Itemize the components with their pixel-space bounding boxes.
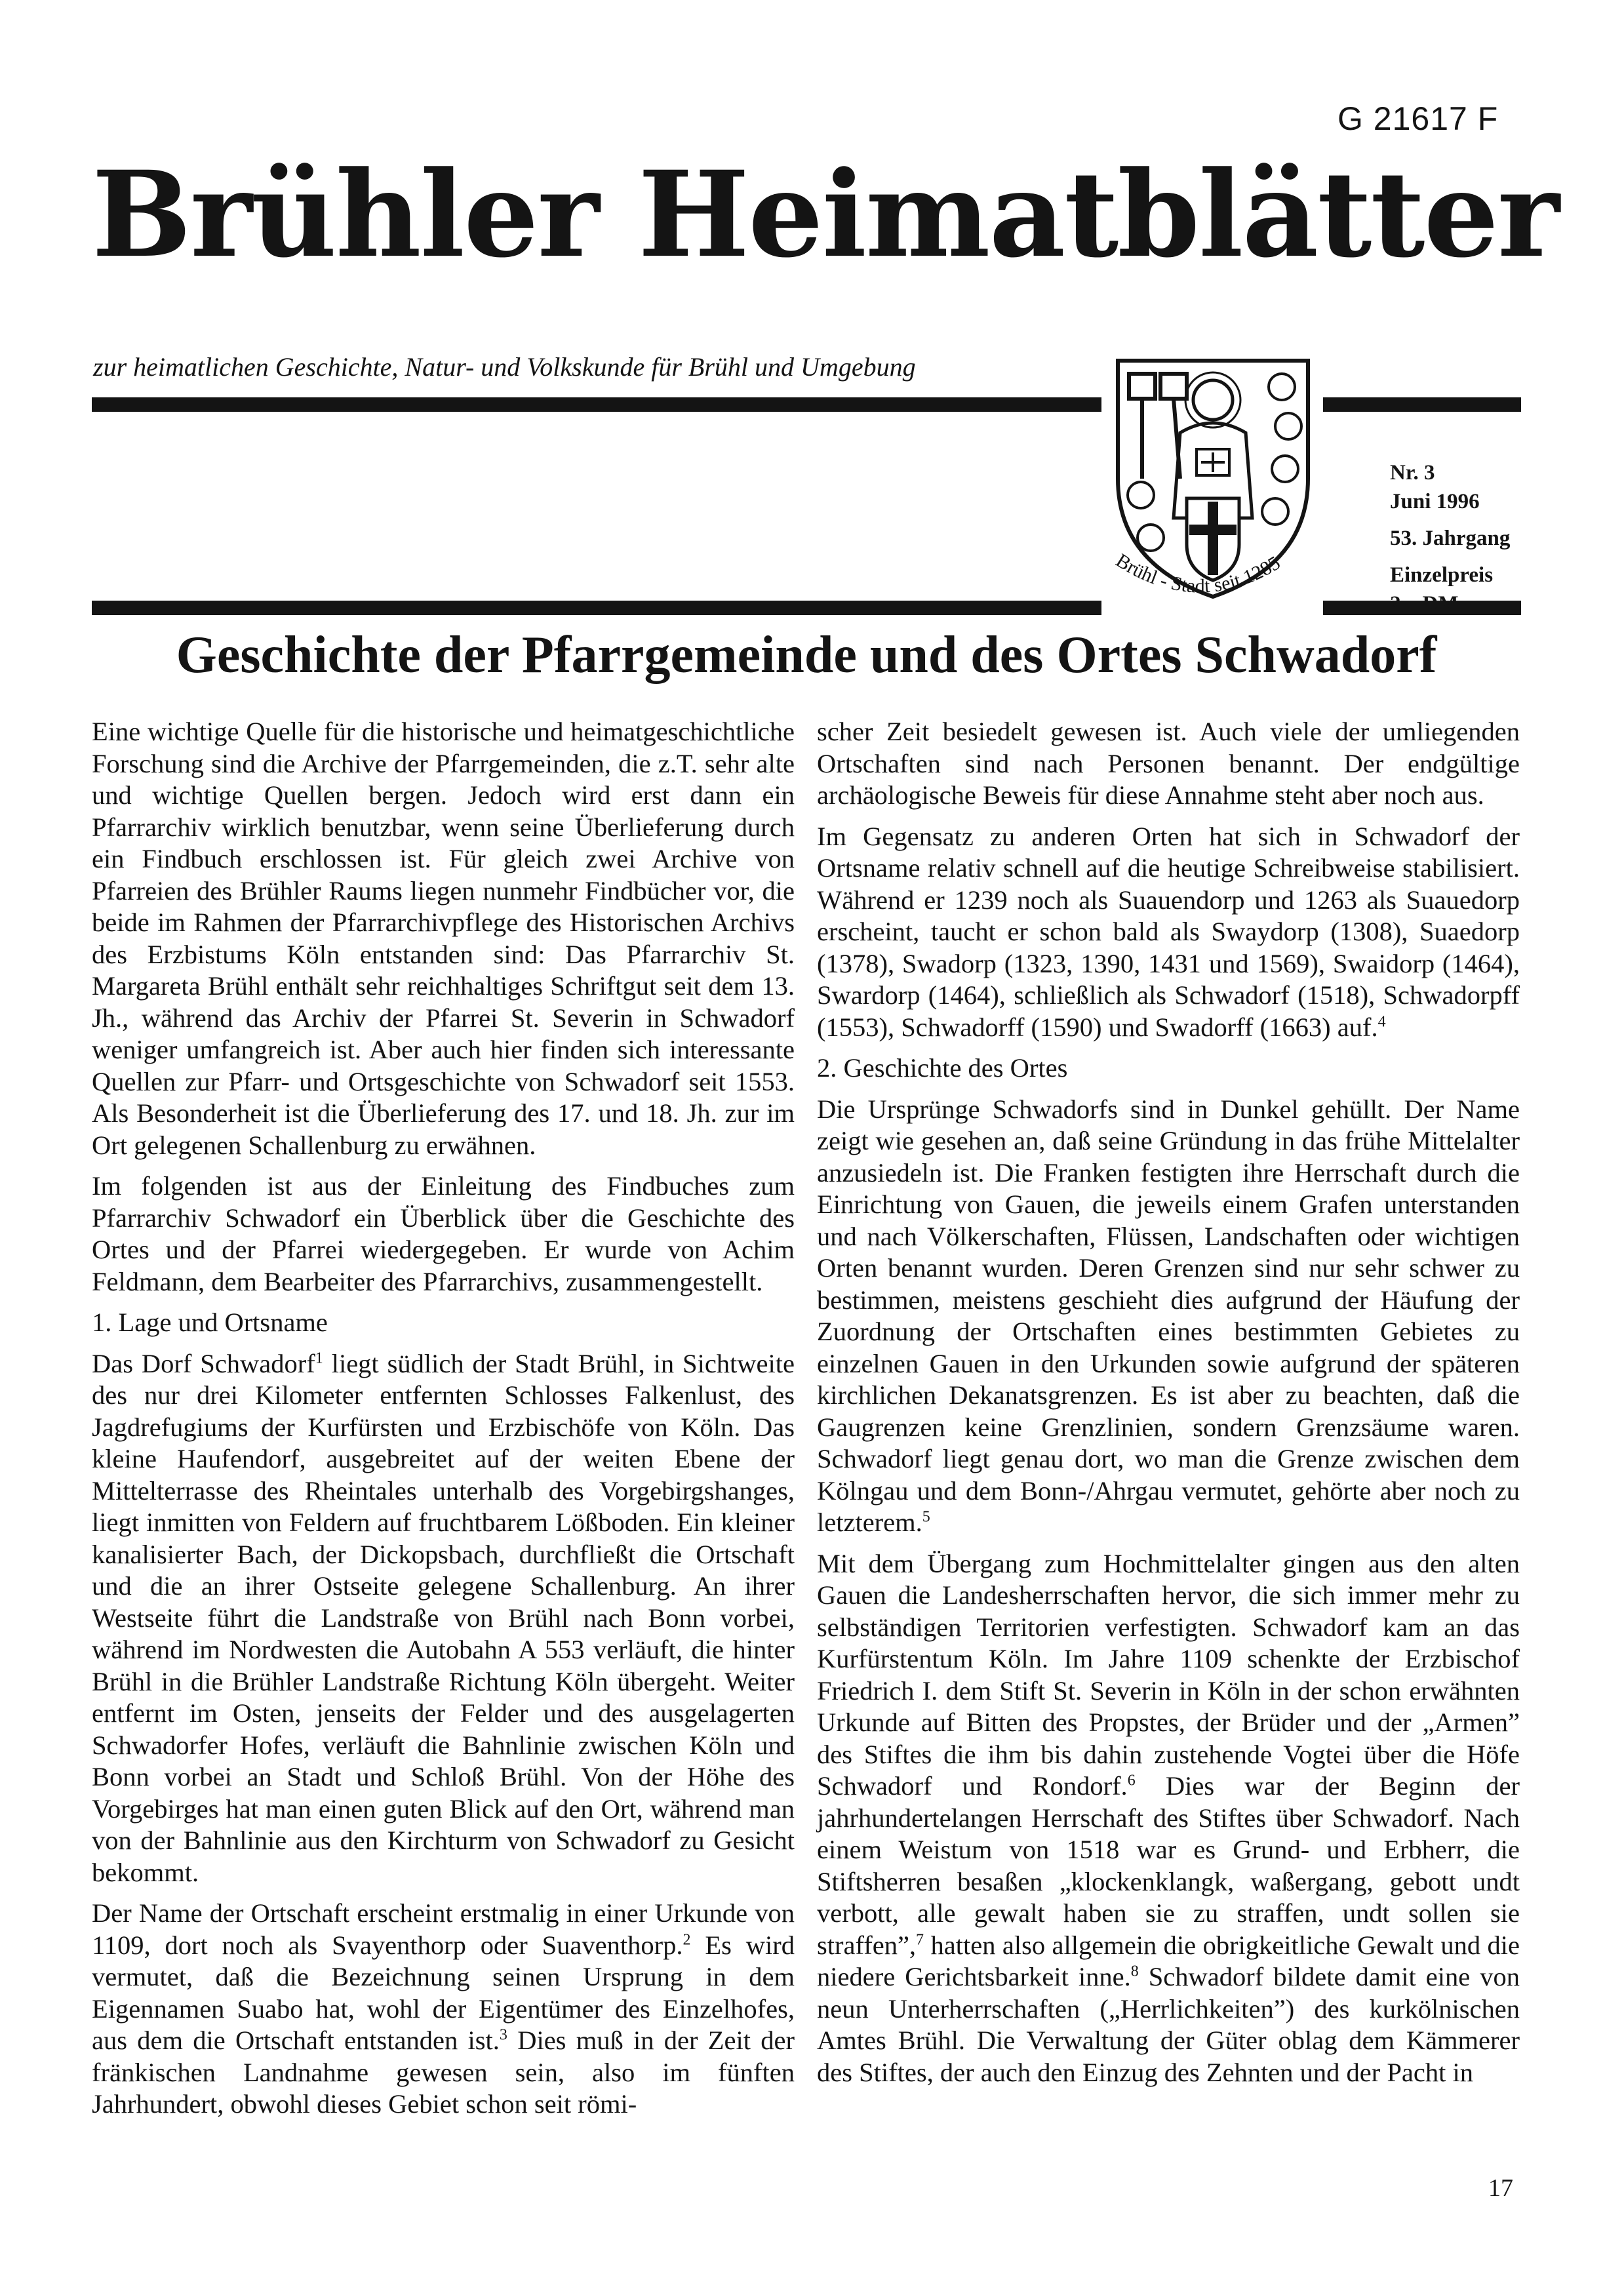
footnote-ref: 4 bbox=[1377, 1013, 1386, 1030]
text-run: Das Dorf Schwadorf bbox=[92, 1348, 315, 1378]
paragraph: scher Zeit besiedelt gewesen ist. Auch viele der umliegenden Ortschaften sind nach Personen benannt. Der endgültige archäologische Beweis für diese Annahme steht aber noch aus. bbox=[817, 717, 1520, 810]
paragraph: Eine wichtige Quelle für die historische und heimatgeschichtliche Forschung sind die Archive der Pfarrgemeinden, die z.T. sehr alte und wichtige Quellen bergen. Jedoch wird erst dann ein Pfarrarchiv wirklich benutzbar, wenn seine Überlieferung durch ein Findbuch erschlossen ist. Für gleich zwei Archive von Pfarreien des Brühler Raums liegen nunmehr Findbücher vor, die beide im Rahmen der Pfarrarchivpflege des Historischen Archivs des Erzbistums Köln entstanden sind: Das Pfarrarchiv St. Margareta Brühl enthält sehr reichhaltiges Schriftgut seit dem 13. Jh., während das Archiv der Pfarrei St. Severin in Schwadorf weniger umfangreich ist. Aber auch hier finden sich interessante Quellen zur Pfarr- und Ortsgeschichte von Schwadorf seit 1553. Als Besonderheit ist die Überlieferung des 17. und 18. Jh. zur im Ort gelegenen Schallenburg zu erwähnen. bbox=[92, 717, 795, 1160]
text-run: Im Gegensatz zu anderen Orten hat sich in Schwadorf der Ortsname relativ schnell auf die heutige Schreibweise stabilisiert. Während er 1239 noch als Suauendorp und 1263 als Suauedorp erscheint, taucht er schon bald als Swaydorp (1308), Suaedorp (1378), Swadorp (1323, 1390, 1431 und 1569), Swaidorp (1464), Swardorp (1464), schließlich als Schwadorf (1518), Schwadorpff (1553), Schwadorff (1590) und Swadorff (1663) auf. bbox=[817, 821, 1520, 1042]
footnote-ref: 1 bbox=[315, 1349, 323, 1367]
text-run: Die Ursprünge Schwadorfs sind in Dunkel gehüllt. Der Name zeigt wie gesehen an, daß seine Gründung in das frühe Mittelalter anzusiedeln ist. Die Franken festigten ihre Herrschaft durch die Einrichtung von Gauen, die jeweils einem Grafen unterstanden und nach Völkerschaften, Flüssen, Landschaften oder wichtigen Orten benannt wurden. Deren Grenzen sind nur sehr schwer zu bestimmen, meistens geschieht dies aufgrund der Häufung der Zuordnung der Ortschaften eines bestimmten Gebietes zu einzelnen Gauen in den Urkunden sowie aufgrund der späteren kirchlichen Dekanatsgrenzen. Es ist aber zu beachten, daß die Gaugrenzen keine Grenzlinien, sondern Grenzsäume waren. Schwadorf liegt genau dort, wo man die Grenze zwischen dem Kölngau und dem Bonn-/Ahrgau vermutet, gehörte aber noch zu letzterem. bbox=[817, 1094, 1520, 1537]
footnote-ref: 8 bbox=[1130, 1963, 1139, 1980]
footnote-ref: 3 bbox=[499, 2026, 507, 2044]
section-heading: 1. Lage und Ortsname bbox=[92, 1307, 328, 1337]
city-coat-of-arms-icon bbox=[1088, 348, 1337, 623]
text-run: Es wird vermutet, daß die Bezeichnung seinen Ursprung in dem Eigennamen Suabo hat, wohl der Eigentümer des Einzelhofes, aus dem die Ortschaft entstanden ist. bbox=[92, 1930, 795, 2055]
footnote-ref: 2 bbox=[683, 1931, 691, 1948]
crest-drawing bbox=[1088, 348, 1337, 623]
article-title: Geschichte der Pfarrgemeinde und des Ortes Schwadorf bbox=[176, 626, 1437, 684]
postal-code: G 21617 F bbox=[1337, 100, 1499, 137]
masthead-subtitle: zur heimatlichen Geschichte, Natur- und Volkskunde für Brühl und Umgebung bbox=[93, 352, 916, 382]
issue-number: Nr. 3 bbox=[1390, 461, 1435, 485]
paragraph bbox=[817, 821, 1520, 1044]
text-run: Mit dem Übergang zum Hochmittelalter gingen aus den alten Gauen die Landesherrschaften hervor, die sich immer mehr zu selbständigen Territorien verfestigten. Schwadorf kam an das Kurfürstentum Köln. Im Jahre 1109 schenkte der Erzbischof Friedrich I. dem Stift St. Severin in Köln in der schon erwähnten Urkunde auf Bitten des Propstes, der Brüder und der „Armen” des Stiftes die ihm bis dahin zustehende Vogtei über die Höfe Schwadorf und Rondorf. bbox=[817, 1548, 1520, 1801]
paragraph: Im folgenden ist aus der Einleitung des Findbuches zum Pfarrarchiv Schwadorf ein Überblick über die Geschichte des Ortes und der Pfarrei wiedergegeben. Er wurde von Achim Feldmann, dem Bearbeiter des Pfarrarchivs, zusammengestellt. bbox=[92, 1171, 795, 1296]
paragraph bbox=[817, 1548, 1520, 2089]
text-run: hatten also allgemein die obrigkeitliche Gewalt und die niedere Gerichtsbarkeit inne. bbox=[817, 1930, 1520, 1991]
paragraph bbox=[92, 1898, 795, 2121]
price-label: Einzelpreis bbox=[1390, 563, 1494, 587]
article-column-right bbox=[817, 716, 1520, 2098]
paragraph bbox=[92, 1348, 795, 1889]
footnote-ref: 7 bbox=[916, 1931, 924, 1948]
issue-volume: 53. Jahrgang bbox=[1390, 526, 1511, 550]
top-rule bbox=[92, 397, 1101, 412]
issue-info bbox=[1390, 459, 1510, 618]
text-run: Der Name der Ortschaft erscheint erstmalig in einer Urkunde von 1109, dort noch als Svayenthorp oder Suaventhorp. bbox=[92, 1898, 795, 1960]
crest-motto: Brühl - Stadt seit 1285 bbox=[1112, 549, 1284, 597]
article-column-left bbox=[92, 716, 795, 2130]
text-run: liegt südlich der Stadt Brühl, in Sichtweite des nur drei Kilometer entfernten Schlosses Falkenlust, des Jagdrefugiums der Kurfürsten und Erzbischöfe von Köln. Das kleine Haufendorf, ausgebreitet auf der weiten Ebene der Mittelterrasse des Rheintales unterhalb des Vorgebirgshanges, liegt inmitten von Feldern auf fruchtbarem Lößboden. Ein kleiner kanalisierter Bach, der Dickopsbach, durchfließt die Ortschaft und die an ihrer Ostseite gelegene Schallenburg. An ihrer Westseite führt die Landstraße von Brühl nach Bonn vorbei, während im Nordwesten die Autobahn A 553 verläuft, die hinter Brühl in die Brühler Landstraße Richtung Köln übergeht. Weiter entfernt im Osten, jenseits der Felder und des ausgelagerten Schwadorfer Hofes, verläuft die Bahnlinie zwischen Köln und Bonn vorbei an Stadt und Schloß Brühl. Von der Höhe des Vorgebirges hat man einen guten Blick auf den Ort, während man von der Bahnlinie aus den Kirchturm von Schwadorf zu Gesicht bekommt. bbox=[92, 1348, 795, 1887]
text-run: Dies muß in der Zeit der fränkischen Landnahme gewesen sein, also im fünften Jahrhundert, obwohl dieses Gebiet schon seit römi- bbox=[92, 2026, 795, 2119]
section-heading: 2. Geschichte des Ortes bbox=[817, 1053, 1068, 1083]
price-value: 2,– DM bbox=[1390, 591, 1459, 616]
paragraph bbox=[817, 1094, 1520, 1539]
top-rule-right bbox=[1323, 397, 1521, 412]
issue-date: Juni 1996 bbox=[1390, 489, 1480, 513]
footnote-ref: 6 bbox=[1127, 1772, 1136, 1789]
text-run: Dies war der Beginn der jahrhundertelangen Herrschaft des Stiftes über Schwadorf. Nach einem Weistum von 1518 war es Grund- und Erbherr, die Stiftsherren besaßen „klockenklangk, waßergang, gebott undt verbott, alle gewalt haben sie zu straffen, undt sollen sie straffen”, bbox=[817, 1771, 1520, 1960]
bottom-rule bbox=[92, 601, 1101, 615]
footnote-ref: 5 bbox=[922, 1508, 930, 1526]
page-number: 17 bbox=[1488, 2174, 1513, 2202]
text-run: Schwadorf bildete damit eine von neun Unterherrschaften („Herrlichkeiten”) des kurkölnischen Amtes Brühl. Die Verwaltung der Güter oblag dem Kämmerer des Stiftes, der auch den Einzug des Zehnten und der Pacht in bbox=[817, 1962, 1520, 2087]
masthead-title: Brühler Heimatblätter bbox=[92, 146, 1558, 284]
